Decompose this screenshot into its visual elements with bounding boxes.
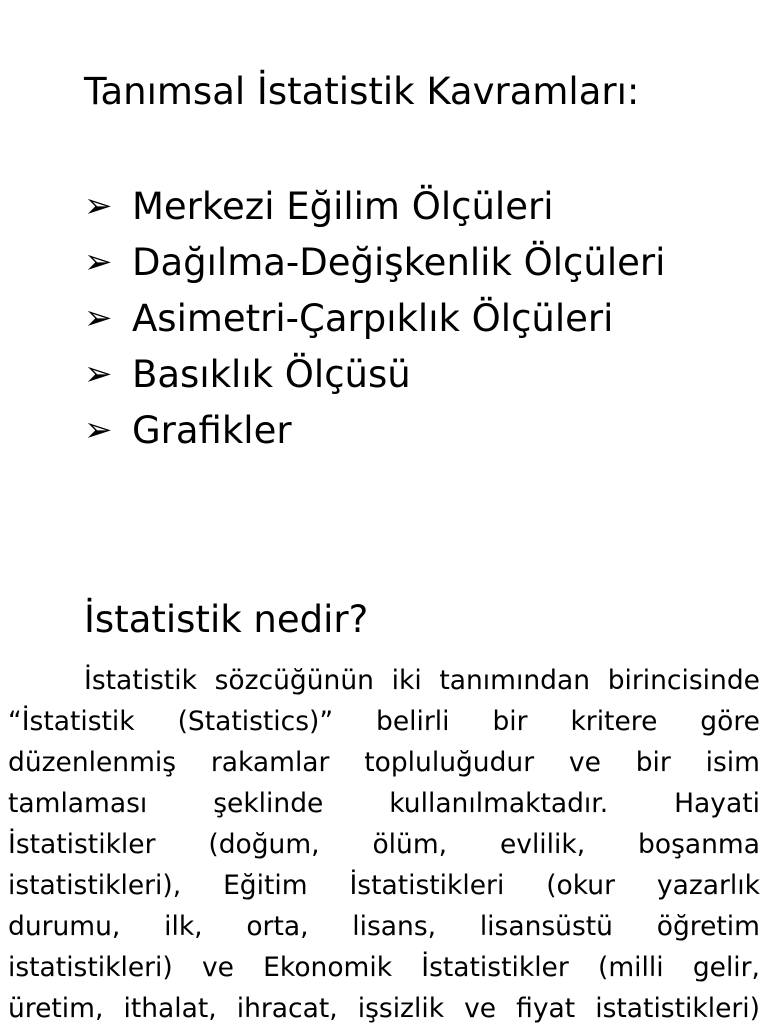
bullet-item <box>84 178 665 234</box>
paragraph-line: üretim, ithalat, ihracat, işsizlik ve fiyat istatistikleri) <box>8 993 760 1024</box>
concept-bullet-list <box>84 178 665 458</box>
paragraph-line: İstatistikler (doğum, ölüm, evlilik, boşanma <box>8 829 760 860</box>
bullet-text: Basıklık Ölçüsü <box>132 352 411 396</box>
arrowhead-bullet-icon: ➢ <box>84 242 113 282</box>
definition-paragraph <box>8 660 760 1024</box>
paragraph-line: “İstatistik (Statistics)” belirli bir kritere göre <box>8 706 760 737</box>
bullet-item <box>84 290 665 346</box>
bullet-item <box>84 234 665 290</box>
arrowhead-bullet-icon: ➢ <box>84 186 113 226</box>
arrowhead-bullet-icon: ➢ <box>84 298 113 338</box>
bullet-item <box>84 346 665 402</box>
bullet-text: Asimetri-Çarpıklık Ölçüleri <box>132 296 614 340</box>
paragraph-line: istatistikleri) ve Ekonomik İstatistikler (milli gelir, <box>8 952 760 983</box>
paragraph-line: istatistikleri), Eğitim İstatistikleri (okur yazarlık <box>8 870 760 901</box>
slide-title: Tanımsal İstatistik Kavramları: <box>84 70 640 113</box>
arrowhead-bullet-icon: ➢ <box>84 410 113 450</box>
paragraph-line: düzenlenmiş rakamlar topluluğudur ve bir isim <box>8 747 760 778</box>
paragraph-line: durumu, ilk, orta, lisans, lisansüstü öğretim <box>8 911 760 942</box>
arrowhead-bullet-icon: ➢ <box>84 354 113 394</box>
bullet-text: Merkezi Eğilim Ölçüleri <box>132 184 554 228</box>
bullet-text: Grafikler <box>132 408 292 452</box>
section-title: İstatistik nedir? <box>84 598 369 641</box>
paragraph-line: İstatistik sözcüğünün iki tanımından birincisinde <box>84 665 760 696</box>
bullet-item <box>84 402 665 458</box>
bullet-text: Dağılma-Değişkenlik Ölçüleri <box>132 240 666 284</box>
paragraph-line: tamlaması şeklinde kullanılmaktadır. Hayati <box>8 788 760 819</box>
